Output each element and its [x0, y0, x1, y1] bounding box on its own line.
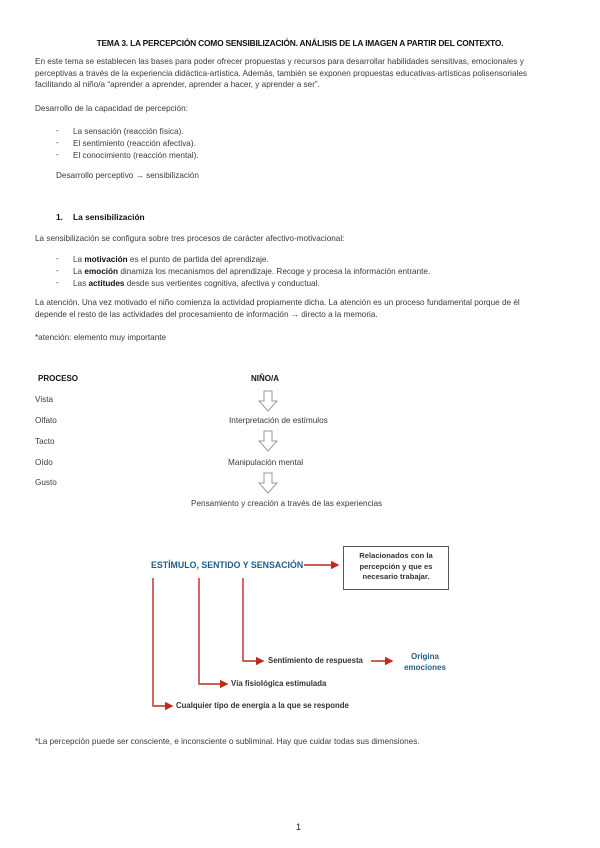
origina-label: [396, 651, 454, 673]
bullet-dash: -: [56, 266, 59, 275]
atencion-note: *atención: elemento muy importante: [35, 333, 167, 342]
capacidad-summary: Desarrollo perceptivo → sensibilización: [56, 171, 199, 180]
cualquier-label: Cualquier tipo de energía a la que se responde: [176, 701, 349, 710]
atencion-line: La atención. Una vez motivado el niño comienza la actividad propiamente dicha. La atención es un proceso fundamental porque de él: [35, 298, 520, 307]
arrow-cualquier: [153, 578, 172, 706]
item-text: dinamiza los mecanismos del aprendizaje. Recoge y procesa la información entrante.: [118, 267, 431, 276]
intro-line: perceptivas a través de la experiencia didáctica-artística. Además, también se exponen propuestas educativas-artísticas polisensoriales: [35, 68, 527, 78]
origina-line: Origina: [410, 652, 439, 661]
proceso-header: PROCESO: [38, 374, 79, 383]
page-title: TEMA 3. LA PERCEPCIÓN COMO SENSIBILIZACIÓN. ANÁLISIS DE LA IMAGEN A PARTIR DEL CONTEXTO.: [96, 38, 504, 48]
box-line: necesario trabajar.: [362, 572, 430, 581]
diagram-title: ESTÍMULO, SENTIDO Y SENSACIÓN: [151, 560, 304, 570]
section-intro: La sensibilización se configura sobre tres procesos de carácter afectivo-motivacional:: [35, 234, 345, 243]
item-text: desde sus vertientes cognitiva, afectiva y conductual.: [124, 279, 320, 288]
via-label: Vía fisiológica estimulada: [231, 679, 327, 688]
page-number: 1: [296, 822, 302, 832]
item-bold: emoción: [84, 267, 119, 276]
step-pensamiento: Pensamiento y creación a través de las experiencias: [191, 499, 383, 508]
item-text: es el punto de partida del aprendizaje.: [127, 255, 269, 264]
box-line: percepción y que es: [359, 561, 433, 571]
arrow-via: [199, 578, 227, 684]
item-text: La: [73, 255, 85, 264]
item-bold: motivación: [84, 255, 128, 264]
bullet-dash: -: [56, 254, 59, 263]
item-text: Las: [73, 279, 89, 288]
bullet-dash: -: [56, 138, 59, 147]
list-item: La sensación (reacción física).: [73, 127, 184, 136]
sense-oido: Oído: [35, 458, 53, 467]
list-item: El sentimiento (reacción afectiva).: [73, 139, 196, 148]
origina-line: emociones: [404, 663, 446, 672]
bullet-dash: -: [56, 126, 59, 135]
intro-line: En este tema se establecen las bases para poder ofrecer propuestas y recursos para desarrollar habilidades sensitivas, emocionales y: [35, 57, 524, 66]
section-number: 1.: [56, 212, 63, 222]
sense-gusto: Gusto: [35, 478, 57, 487]
bullet-dash: -: [56, 278, 59, 287]
section-title: La sensibilización: [73, 212, 145, 222]
item-bold: actitudes: [88, 279, 125, 288]
footnote: *La percepción puede ser consciente, e inconsciente o subliminal. Hay que cuidar todas sus dimensiones.: [35, 737, 420, 746]
sentimiento-label: Sentimiento de respuesta: [268, 656, 363, 665]
step-manipulacion: Manipulación mental: [228, 458, 304, 467]
item-text: La: [73, 267, 85, 276]
sense-vista: Vista: [35, 395, 54, 404]
arrow-sentimiento: [243, 578, 263, 661]
capacidad-heading: Desarrollo de la capacidad de percepción:: [35, 104, 188, 113]
nino-header: NIÑO/A: [251, 374, 279, 383]
step-interpretacion: Interpretación de estímulos: [229, 416, 328, 425]
intro-line: facilitando al niño/a “aprender a aprender, aprender a hacer, y aprender a ser”.: [35, 80, 320, 89]
sense-olfato: Olfato: [35, 416, 57, 425]
sense-tacto: Tacto: [35, 437, 55, 446]
box-line: Relacionados con la: [359, 551, 433, 560]
atencion-line: depende el resto de las actividades del procesamiento de información → directo a la memoria.: [35, 309, 378, 319]
list-item: El conocimiento (reacción mental).: [73, 151, 199, 160]
bullet-dash: -: [56, 150, 59, 159]
